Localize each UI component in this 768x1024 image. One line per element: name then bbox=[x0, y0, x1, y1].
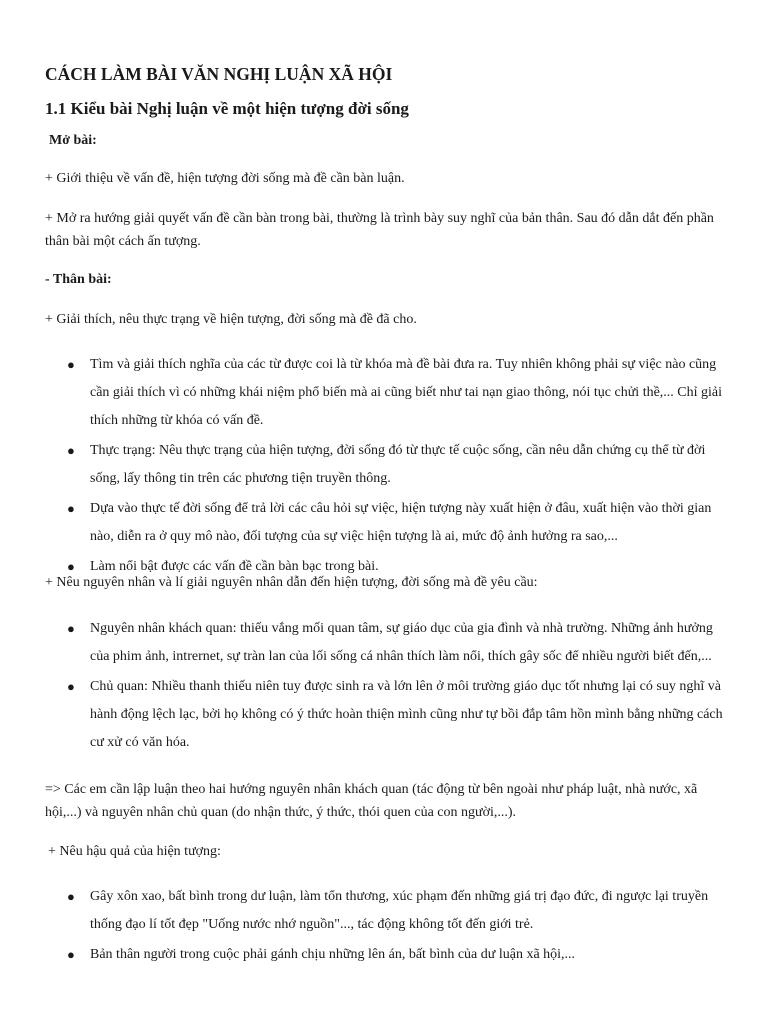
bullet-icon: ● bbox=[67, 559, 75, 574]
cause-bullet-list bbox=[45, 615, 725, 759]
consequence-bullet-list bbox=[45, 883, 725, 971]
bullet-icon: ● bbox=[67, 443, 75, 458]
hau-qua-paragraph: + Nêu hậu quả của hiện tượng: bbox=[48, 844, 221, 859]
section-subtitle: 1.1 Kiểu bài Nghị luận về một hiện tượng đời sống bbox=[45, 99, 409, 118]
nguyen-nhan-paragraph: + Nêu nguyên nhân và lí giải nguyên nhân dẫn đến hiện tượng, đời sống mà đề yêu cầu: bbox=[45, 575, 538, 590]
bullet-icon: ● bbox=[67, 947, 75, 962]
list-item bbox=[45, 673, 725, 757]
bullet-icon: ● bbox=[67, 889, 75, 904]
bullet-icon: ● bbox=[67, 501, 75, 516]
than-bai-heading: - Thân bài: bbox=[45, 272, 112, 287]
giai-thich-paragraph: + Giải thích, nêu thực trạng về hiện tượng, đời sống mà đề đã cho. bbox=[45, 312, 417, 327]
list-item-text: Làm nổi bật được các vấn đề cần bàn bạc trong bài. bbox=[90, 559, 379, 574]
list-item bbox=[45, 495, 725, 551]
mo-bai-item-2: + Mở ra hướng giải quyết vấn đề cần bàn trong bài, thường là trình bày suy nghĩ của bản thân. Sau đó dẫn dắt đến phần thân bài một cách ấn tượng. bbox=[45, 211, 714, 249]
list-item-text: Thực trạng: Nêu thực trạng của hiện tượng, đời sống đó từ thực tế cuộc sống, cần nêu dẫn chứng cụ thể từ đời sống, lấy thông tin trên các phương tiện truyền thông. bbox=[90, 443, 706, 486]
list-item-text: Tìm và giải thích nghĩa của các từ được coi là từ khóa mà đề bài đưa ra. Tuy nhiên không phải sự việc nào cũng cần giải thích vì có những khái niệm phổ biến mà ai cũng biết như tai nạn giao thông, nói tục chửi thề,... Chỉ giải thích những từ khóa có vấn đề. bbox=[90, 357, 723, 428]
conclusion-paragraph: => Các em cần lập luận theo hai hướng nguyên nhân khách quan (tác động từ bên ngoài như pháp luật, nhà nước, xã hội,...) và nguyên nhân chủ quan (do nhận thức, ý thức, thói quen của con người,...). bbox=[45, 782, 698, 820]
bullet-icon: ● bbox=[67, 679, 75, 694]
list-item-text: Bản thân người trong cuộc phải gánh chịu những lên án, bất bình của dư luận xã hội,... bbox=[90, 947, 576, 962]
mo-bai-heading: Mở bài: bbox=[49, 133, 97, 148]
list-item-text: Nguyên nhân khách quan: thiếu vắng mối quan tâm, sự giáo dục của gia đình và nhà trường. Những ảnh hưởng của phim ảnh, intrernet, sự tràn lan của lối sống cá nhân thích làm nổi, thích gây sốc để nhiều người biết đến,... bbox=[90, 621, 713, 664]
list-item bbox=[45, 615, 725, 671]
explanation-bullet-list bbox=[45, 351, 725, 583]
list-item bbox=[45, 437, 725, 493]
bullet-icon: ● bbox=[67, 621, 75, 636]
list-item-text: Gây xôn xao, bất bình trong dư luận, làm tổn thương, xúc phạm đến những giá trị đạo đức, đi ngược lại truyền thống đạo lí tốt đẹp "Uống nước nhớ nguồn"..., tác động không tốt đến giới trẻ. bbox=[90, 889, 709, 932]
document-title: CÁCH LÀM BÀI VĂN NGHỊ LUẬN XÃ HỘI bbox=[45, 64, 393, 84]
list-item bbox=[45, 351, 725, 435]
list-item bbox=[45, 883, 725, 939]
list-item bbox=[45, 941, 725, 969]
mo-bai-item-1: + Giới thiệu về vấn đề, hiện tượng đời sống mà đề cần bàn luận. bbox=[45, 171, 405, 186]
list-item-text: Chủ quan: Nhiều thanh thiếu niên tuy được sinh ra và lớn lên ở môi trường giáo dục tốt nhưng lại có suy nghĩ và hành động lệch lạc, bởi họ không có ý thức hoàn thiện mình cũng như tự bồi đắp tâm hồn mình bằng những cách cư xử có văn hóa. bbox=[90, 679, 723, 750]
list-item-text: Dựa vào thực tế đời sống để trả lời các câu hỏi sự việc, hiện tượng này xuất hiện ở đâu, xuất hiện vào thời gian nào, diễn ra ở quy mô nào, đối tượng của sự việc hiện tượng là ai, mức độ ảnh hưởng ra sao,... bbox=[90, 501, 712, 544]
bullet-icon: ● bbox=[67, 357, 75, 372]
